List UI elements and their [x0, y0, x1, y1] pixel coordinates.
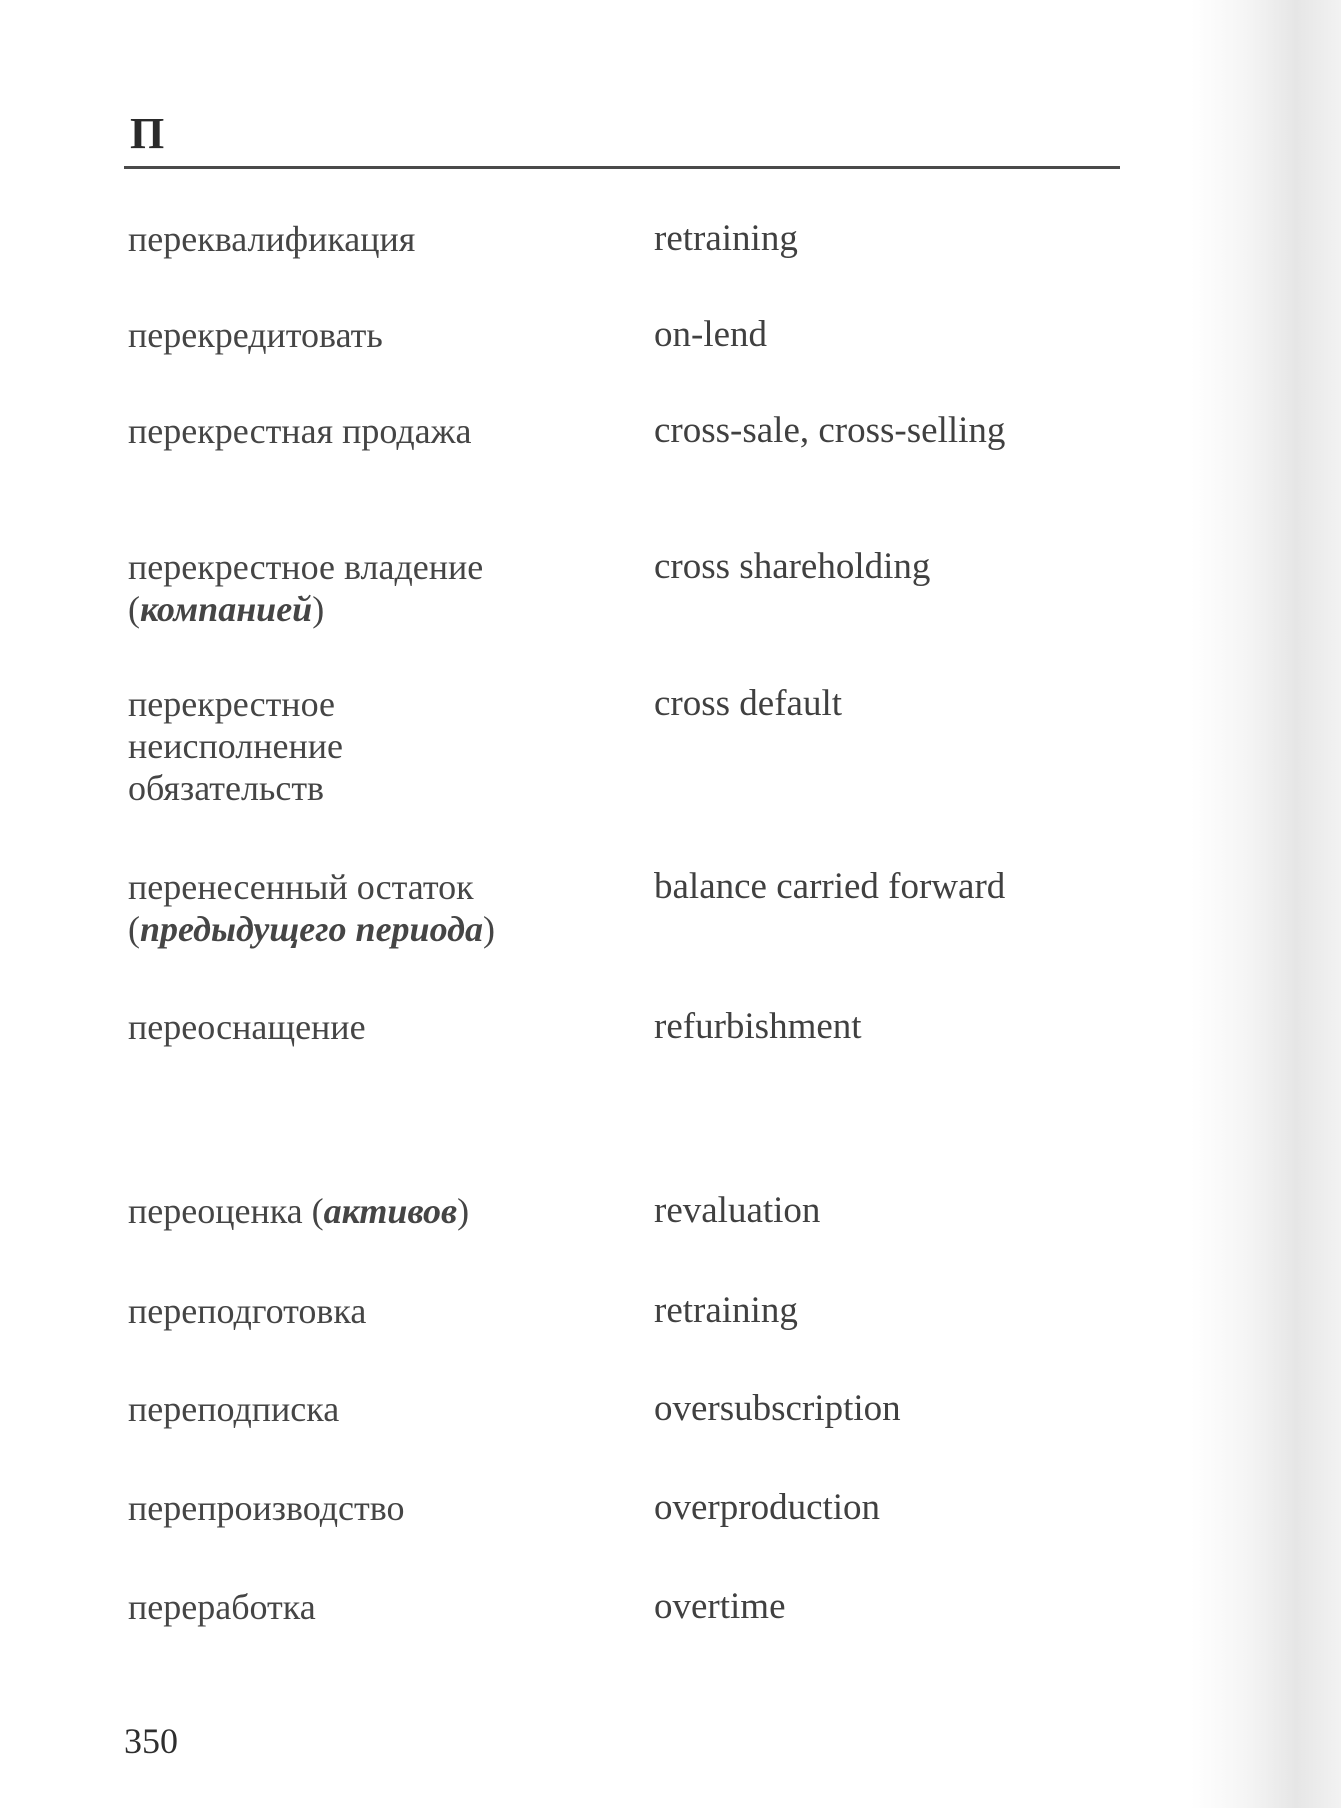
english-translation: cross shareholding: [654, 546, 931, 587]
russian-headword: переоснащение: [128, 1007, 366, 1047]
russian-term: перекрестное владение (компанией): [128, 547, 484, 629]
english-translation: on-lend: [654, 314, 768, 355]
english-translation: cross-sale, cross-selling: [654, 410, 1006, 451]
russian-headword: переквалификация: [128, 219, 416, 259]
russian-headword: перекредитовать: [128, 315, 383, 355]
russian-headword: переработка: [128, 1587, 316, 1627]
russian-headword: перекрестное владение: [128, 547, 484, 587]
russian-qualifier: компанией: [140, 589, 313, 629]
russian-qualifier: предыдущего периода: [140, 909, 483, 949]
russian-term: перенесенный остаток (предыдущего периода): [128, 867, 495, 949]
russian-term: [128, 1006, 588, 1048]
english-translation: cross default: [654, 683, 843, 724]
russian-headword: переподписка: [128, 1389, 340, 1429]
english-translation: balance carried forward: [654, 866, 1006, 907]
english-translation: oversubscription: [654, 1388, 901, 1429]
english-translation: overproduction: [654, 1487, 881, 1528]
russian-headword: перекрестная продажа: [128, 411, 472, 451]
english-translation: overtime: [654, 1586, 786, 1627]
english-translation: refurbishment: [654, 1006, 862, 1047]
russian-headword: перенесенный остаток: [128, 867, 474, 907]
section-letter: П: [130, 109, 166, 158]
russian-term: [128, 1586, 588, 1628]
russian-headword: перекрестное неисполнение обязательств: [128, 684, 343, 808]
russian-term: [128, 1388, 588, 1430]
russian-qualifier: активов: [323, 1191, 458, 1231]
russian-term: переоценка (активов): [128, 1191, 470, 1231]
russian-term: [128, 1290, 588, 1332]
russian-term: [128, 314, 588, 356]
russian-term: [128, 218, 588, 260]
header-rule: [124, 166, 1120, 169]
english-translation: retraining: [654, 218, 798, 259]
russian-headword: перепроизводство: [128, 1488, 405, 1528]
russian-headword: переподготовка: [128, 1291, 367, 1331]
english-translation: retraining: [654, 1290, 798, 1331]
english-translation: revaluation: [654, 1190, 821, 1231]
russian-headword: переоценка: [128, 1191, 303, 1231]
page-edge-shadow: [1191, 0, 1341, 1808]
russian-term: [128, 683, 418, 809]
russian-term: [128, 410, 588, 452]
russian-term: [128, 1487, 588, 1529]
page-number: 350: [124, 1721, 178, 1761]
